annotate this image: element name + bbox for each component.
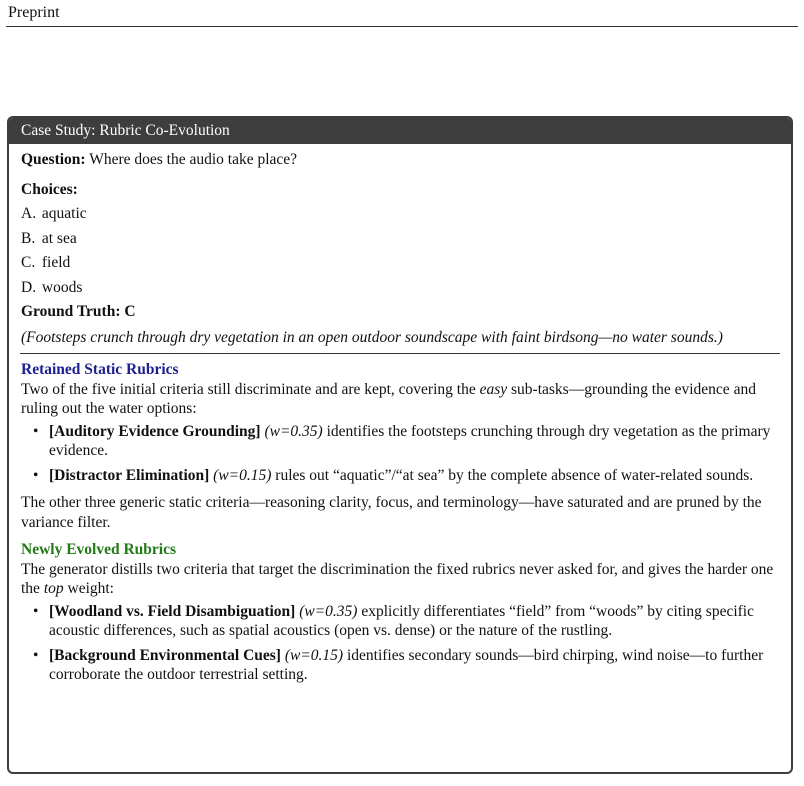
rubric-text: identifies the footsteps crunching through dry vegetation as the primary evidence. xyxy=(49,422,771,459)
bullet-icon: • xyxy=(33,422,39,440)
choice-letter: D. xyxy=(21,278,37,296)
rubric-weight: (w=0.15) xyxy=(213,466,272,484)
bullet-icon: • xyxy=(33,646,39,664)
audio-description: (Footsteps crunch through dry vegetation in an open outdoor soundscape with faint birdsong—no water sounds.) xyxy=(21,328,723,346)
choice-letter: C. xyxy=(21,254,36,271)
retained-intro-post: sub-tasks—grounding the evidence and ruling out the water options: xyxy=(21,380,756,417)
question xyxy=(21,150,779,170)
rubric-name: [Background Environmental Cues] xyxy=(49,646,281,664)
running-head: Preprint xyxy=(8,4,60,21)
section-divider xyxy=(20,353,780,354)
rubric-text: rules out “aquatic”/“at sea” by the complete absence of water-related sounds. xyxy=(275,466,754,484)
evolved-intro-pre: The generator distills two criteria that target the discrimination the fixed rubrics never asked for, and gives the harder one the xyxy=(21,560,774,597)
evolved-rubric-list xyxy=(21,602,779,685)
choices-label: Choices: xyxy=(21,180,78,198)
rubric-weight: (w=0.35) xyxy=(264,422,323,440)
choice-text: aquatic xyxy=(41,205,87,222)
rubric-item xyxy=(33,602,779,641)
box-body xyxy=(9,144,791,685)
ground-truth: Ground Truth: C xyxy=(21,303,136,320)
rubric-item xyxy=(33,466,779,486)
case-study-box xyxy=(7,116,793,774)
retained-rubric-list xyxy=(21,422,779,486)
retained-section-title: Retained Static Rubrics xyxy=(21,361,179,378)
rubric-weight: (w=0.15) xyxy=(284,646,344,664)
rubric-text: explicitly differentiates “field” from “woods” by citing specific acoustic differences, such as spatial acoustics (open vs. dense) or the nature of the rustling. xyxy=(49,602,754,639)
rubric-name: [Auditory Evidence Grounding] xyxy=(49,422,261,440)
question-label: Question: xyxy=(21,151,86,168)
rubric-name: [Woodland vs. Field Disambiguation] xyxy=(49,602,296,620)
choice-d xyxy=(21,278,779,298)
question-text: Where does the audio take place? xyxy=(89,151,298,168)
rubric-item xyxy=(33,422,779,461)
rubric-weight: (w=0.35) xyxy=(299,602,358,620)
choice-a xyxy=(21,204,779,224)
choice-c xyxy=(21,253,779,273)
choice-text: at sea xyxy=(41,229,77,247)
bullet-icon: • xyxy=(33,466,39,484)
header-rule xyxy=(6,26,798,27)
retained-intro-emphasis: easy xyxy=(479,380,508,398)
bullet-icon: • xyxy=(33,602,39,620)
box-title: Case Study: Rubric Co-Evolution xyxy=(9,118,791,144)
evolved-intro-emphasis: top xyxy=(43,580,64,597)
retained-intro-pre: Two of the five initial criteria still discriminate and are kept, covering the xyxy=(21,380,480,398)
evolved-intro-post: weight: xyxy=(63,580,114,597)
evolved-intro xyxy=(21,560,779,599)
choice-text: field xyxy=(41,254,71,271)
choice-text: woods xyxy=(41,278,83,296)
retained-outro: The other three generic static criteria—reasoning clarity, focus, and terminology—have saturated and are pruned by the variance filter. xyxy=(21,494,762,531)
rubric-item xyxy=(33,646,779,685)
retained-intro xyxy=(21,380,779,419)
evolved-section-title: Newly Evolved Rubrics xyxy=(21,541,176,558)
rubric-name: [Distractor Elimination] xyxy=(49,466,210,484)
choice-letter: B. xyxy=(21,229,36,247)
choice-letter: A. xyxy=(21,205,37,222)
choice-b xyxy=(21,229,779,249)
rubric-text: identifies secondary sounds—bird chirping, wind noise—to further corroborate the outdoor terrestrial setting. xyxy=(49,646,764,683)
